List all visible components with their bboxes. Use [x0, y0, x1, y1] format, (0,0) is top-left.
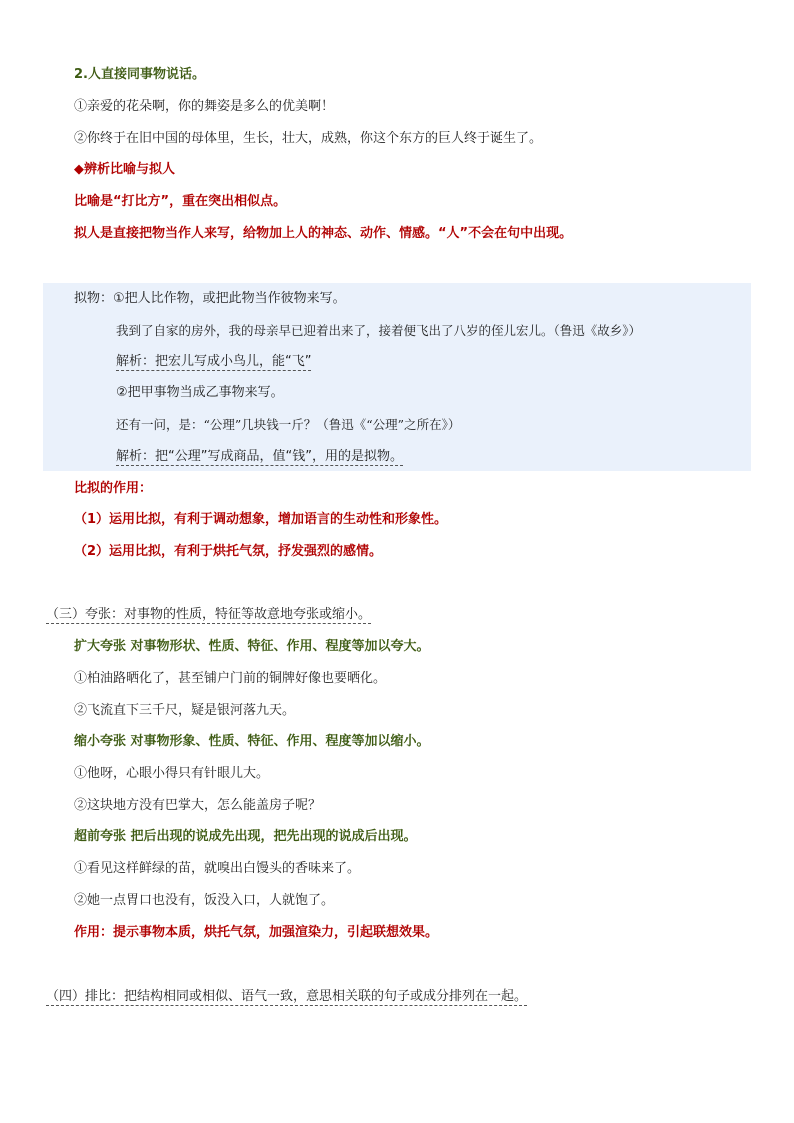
example-sentence: ②飞流直下三千尺，疑是银河落九天。 [74, 703, 296, 718]
objectification-type2: ②把甲事物当成乙事物来写。 [116, 385, 284, 400]
section3-heading-text: （三）夸张：对事物的性质，特征等故意地夸张或缩小。 [46, 607, 372, 622]
example-sentence: ①柏油路晒化了，甚至铺户门前的铜牌好像也要晒化。 [74, 671, 387, 686]
example-sentence: ①他呀，心眼小得只有针眼儿大。 [74, 766, 270, 781]
hyperbole-function: 作用：提示事物本质，烘托气氛，加强渲染力，引起联想效果。 [74, 925, 439, 940]
analysis-line [116, 448, 403, 466]
objectification-box [43, 283, 751, 471]
effect-item: （2）运用比拟，有利于烘托气氛，抒发强烈的感情。 [74, 544, 383, 559]
objectification-intro: 拟物：①把人比作物，或把此物当作彼物来写。 [74, 291, 346, 306]
advance-hyperbole-heading: 超前夸张 把后出现的说成先出现，把先出现的说成后出现。 [74, 829, 417, 844]
personification-type2-heading: 2.人直接同事物说话。 [74, 67, 205, 82]
analysis-text: 解析：把宏儿写成小鸟儿，能“飞” [116, 354, 312, 369]
distinguish-heading [74, 161, 175, 179]
effect-heading: 比拟的作用： [74, 481, 153, 496]
enlarge-hyperbole-heading: 扩大夸张 对事物形状、性质、特征、作用、程度等加以夸大。 [74, 639, 430, 654]
diamond-bullet-icon: ◆ [74, 162, 84, 177]
section3-heading [46, 606, 371, 624]
section4-heading-text: （四）排比：把结构相同或相似、语气一致，意思相关联的句子或成分排列在一起。 [46, 989, 528, 1004]
shrink-hyperbole-heading: 缩小夸张 对事物形象、性质、特征、作用、程度等加以缩小。 [74, 734, 430, 749]
example-sentence: ②你终于在旧中国的母体里，生长，壮大，成熟，你这个东方的巨人终于诞生了。 [74, 131, 543, 146]
personification-definition: 拟人是直接把物当作人来写，给物加上人的神态、动作、情感。“人”不会在句中出现。 [74, 226, 573, 241]
example-sentence: ②她一点胃口也没有，饭没入口，人就饱了。 [74, 893, 335, 908]
example-sentence: ①看见这样鲜绿的苗，就嗅出白馒头的香味来了。 [74, 861, 361, 876]
analysis-text: 解析：把“公理”写成商品，值“钱”，用的是拟物。 [116, 449, 403, 464]
example-sentence: 还有一问，是：“公理”几块钱一斤？（鲁迅《“公理”之所在》） [116, 417, 461, 432]
example-sentence: 我到了自家的房外，我的母亲早已迎着出来了，接着便飞出了八岁的侄儿宏儿。（鲁迅《故乡》） [116, 323, 642, 338]
analysis-line [116, 353, 311, 371]
metaphor-definition: 比喻是“打比方”，重在突出相似点。 [74, 194, 287, 209]
example-sentence: ①亲爱的花朵啊，你的舞姿是多么的优美啊！ [74, 99, 335, 114]
section4-heading [46, 988, 527, 1006]
effect-item: （1）运用比拟，有利于调动想象，增加语言的生动性和形象性。 [74, 512, 448, 527]
example-sentence: ②这块地方没有巴掌大，怎么能盖房子呢？ [74, 798, 322, 813]
distinguish-heading-text: 辨析比喻与拟人 [84, 162, 176, 177]
